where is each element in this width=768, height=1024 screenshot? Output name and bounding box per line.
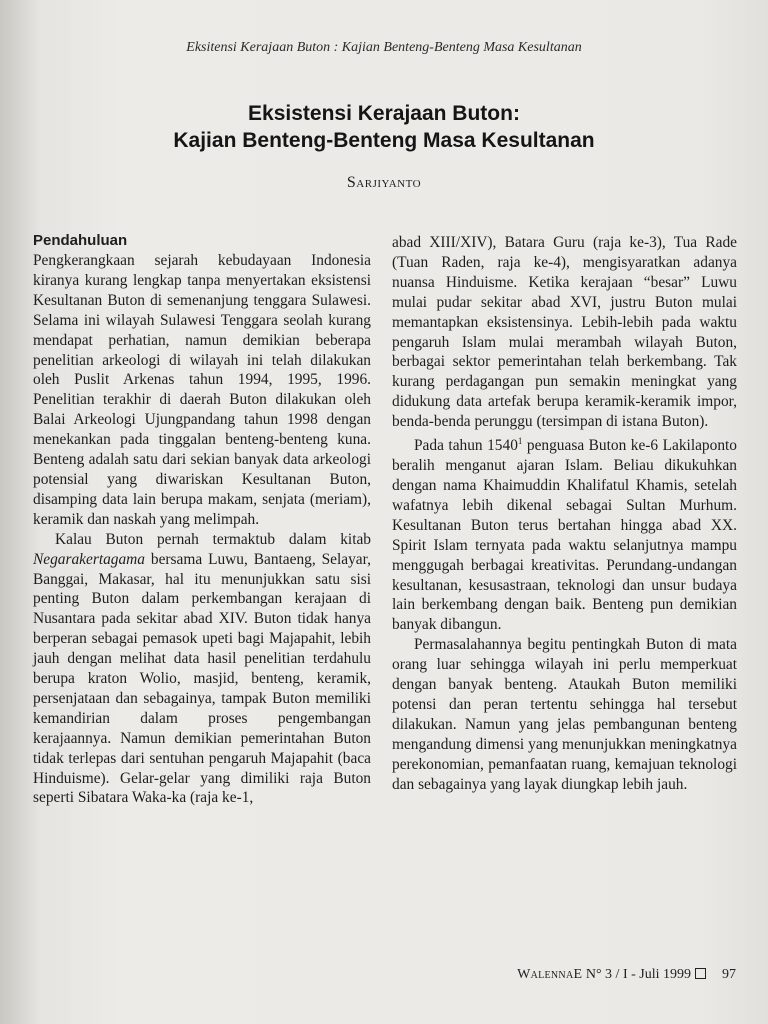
- right-column: [392, 233, 737, 795]
- text-run: bersama Luwu, Bantaeng, Selayar, Banggai, Makasar, hal itu menunjukkan satu sisi penting Buton dalam perkembangan kerajaan di Nusantara pada sekitar abad XIV. Buton tidak hanya berperan sebagai pemasok upeti bagi Majapahit, lebih jauh dengan melihat data hasil penelitian terdahulu berupa kraton Wolio, masjid, benteng, keramik, persenjataan dan sebagainya, tampak Buton memiliki kemandirian dalam proses pengembangan kerajaannya. Namun demikian pemerintahan Buton tidak terlepas dari sentuhan pengaruh Majapahit (baca Hinduisme). Gelar-gelar yang dimiliki raja Buton seperti Sibatara Waka-ka (raja ke-1,: [33, 550, 371, 807]
- issue-info: N° 3 / I - Juli 1999: [585, 967, 691, 982]
- paragraph: Pengkerangkaan sejarah kebudayaan Indonesia kiranya kurang lengkap tanpa menyertakan eksistensi Kesultanan Buton di semenanjung tenggara Sulawesi. Selama ini wilayah Sulawesi Tenggara seolah kurang mendapat perhatian, namun demikian beberapa penelitian arkeologi di wilayah ini telah dilakukan oleh Puslit Arkenas tahun 1994, 1995, 1996. Penelitian terakhir di daerah Buton dilakukan oleh Balai Arkeologi Ujungpandang tahun 1998 dengan menekankan pada tinggalan benteng-benteng kuna. Benteng adalah satu dari sekian banyak data arkeologi potensial yang diwariskan Kesultanan Buton, disamping data lain berupa makam, senjata (meriam), keramik dan naskah yang melimpah.: [33, 252, 371, 528]
- text-run: Kalau Buton pernah termaktub dalam kitab: [55, 530, 371, 548]
- journal-name: WalennaE: [517, 967, 583, 982]
- paragraph: Permasalahannya begitu pentingkah Buton di mata orang luar sehingga wilayah ini perlu memperkuat dengan banyak benteng. Ataukah Buton memiliki potensi dan peran tertentu sehingga hal tersebut dilakukan. Namun yang jelas pembangunan benteng mengandung dimensi yang menunjukkan meningkatnya perekonomian, pemanfaatan ruang, kemajuan teknologi dan sebagainya yang layak diungkap lebih jauh.: [392, 636, 737, 793]
- italic-title: Negarakertagama: [33, 550, 145, 568]
- square-box-icon: [695, 968, 706, 979]
- left-column: [33, 232, 371, 808]
- page-footer: [517, 967, 736, 983]
- paragraph: [33, 530, 371, 809]
- page-number: 97: [722, 967, 736, 982]
- paragraph: abad XIII/XIV), Batara Guru (raja ke-3), Tua Rade (Tuan Raden, raja ke-4), mengisyaratkan adanya nuansa Hinduisme. Ketika kerajaan “besar” Luwu mulai pudar sekitar abad XVI, justru Buton mulai memantapkan eksistensinya. Lebih-lebih pada waktu pengaruh Islam mulai merambah wilayah Buton, berbagai sektor pemerintahan telah berkembang. Tak kurang perdagangan pun semakin meningkat yang didukung data artefak berupa keramik-keramik impor, benda-benda perunggu (tersimpan di istana Buton).: [392, 234, 737, 431]
- footnote-marker[interactable]: 1: [517, 436, 523, 447]
- author-name: Sarjiyanto: [346, 174, 422, 191]
- paragraph: [392, 432, 737, 635]
- title-line-2: Kajian Benteng-Benteng Masa Kesultanan: [173, 129, 595, 152]
- article-title: [0, 100, 768, 154]
- text-run: Pada tahun 1540: [414, 437, 518, 455]
- title-line-1: Eksistensi Kerajaan Buton:: [248, 102, 520, 125]
- section-heading: Pendahuluan: [33, 232, 128, 249]
- running-head: Eksitensi Kerajaan Buton : Kajian Benteng-Benteng Masa Kesultanan: [186, 40, 582, 55]
- text-run: penguasa Buton ke-6 Lakilaponto beralih menganut ajaran Islam. Beliau dikukuhkan dengan nama Khaimuddin Khalifatul Khamis, setelah wafatnya lebih dikenal sebagai Sultan Murhum. Kesultanan Buton terus bertahan hingga abad XX. Spirit Islam ternyata pada waktu selanjutnya mampu menggugah berbagai kreativitas. Perundang-undangan kesultanan, kesusastraan, teknologi dan unsur budaya lain berkembang dengan baik. Benteng pun demikian banyak dibangun.: [392, 437, 737, 634]
